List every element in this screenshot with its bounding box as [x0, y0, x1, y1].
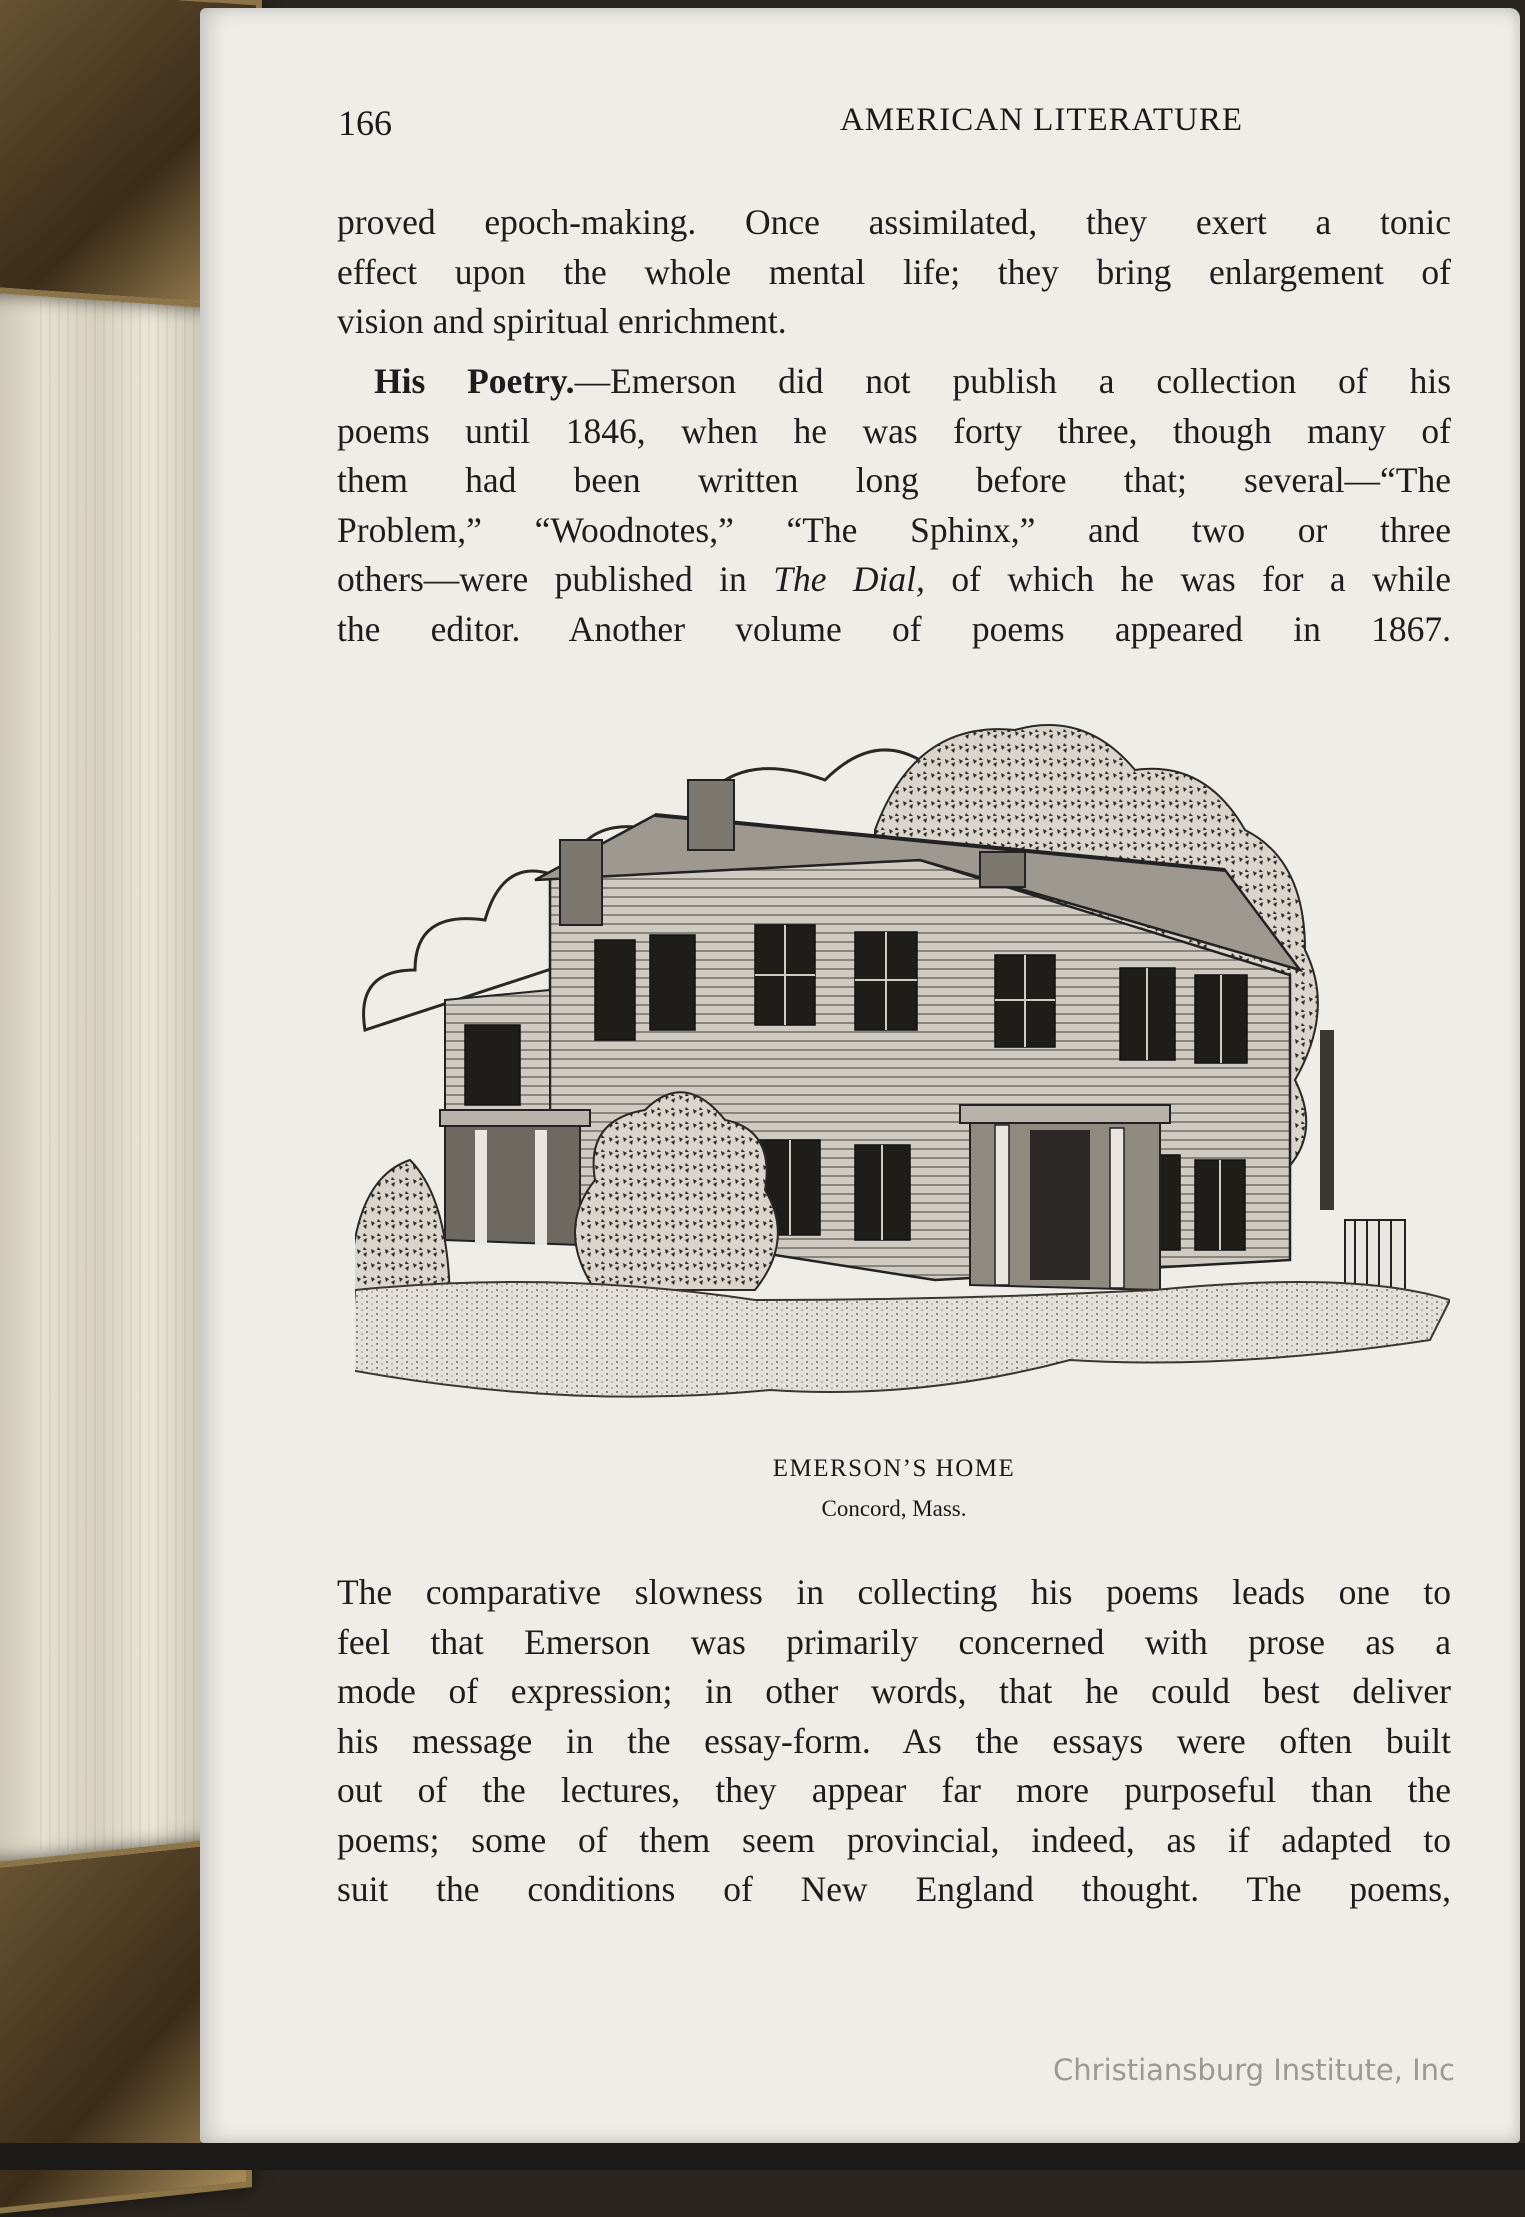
page-header — [338, 102, 1448, 152]
figure-caption-subtitle: Concord, Mass. — [821, 1496, 967, 1521]
text-line: The comparative slowness in collecting his poems leads one to — [337, 1572, 1451, 1612]
section-heading: His Poetry. — [374, 361, 575, 401]
text-line: poems until 1846, when he was forty three, though many of — [337, 410, 1451, 451]
text-fragment: —Emerson did not publish a collection of his — [574, 361, 1451, 401]
text-line — [337, 357, 1451, 407]
text-line: them had been written long before that; several—“The — [337, 460, 1451, 500]
background-strip — [0, 2143, 1525, 2170]
text-fragment: others—were published in — [337, 559, 774, 599]
text-line: out of the lectures, they appear far more purposeful than the — [337, 1770, 1451, 1810]
text-line: the editor. Another volume of poems appeared in 1867. — [337, 608, 1451, 649]
text-line: vision and spiritual enrichment. — [337, 301, 787, 341]
text-line: effect upon the whole mental life; they bring enlargement of — [337, 251, 1451, 292]
paragraph-1 — [337, 198, 1451, 347]
paragraph-3 — [337, 1568, 1451, 1915]
text-line: his message in the essay-form. As the essays were often built — [337, 1720, 1451, 1761]
text-line: mode of expression; in other words, that he could best deliver — [337, 1671, 1451, 1711]
watermark-text: Christiansburg Institute, Inc — [1053, 2053, 1455, 2087]
page-number: 166 — [338, 103, 392, 143]
text-line: Problem,” “Woodnotes,” “The Sphinx,” and two or three — [337, 509, 1451, 550]
text-line: suit the conditions of New England thought. The poems, — [337, 1869, 1451, 1909]
house-illustration — [355, 700, 1450, 1420]
text-fragment: of which he was for a while — [924, 559, 1451, 599]
italic-title: The Dial, — [773, 559, 925, 599]
paragraph-his-poetry — [337, 357, 1451, 654]
text-line — [337, 555, 1451, 605]
page-edge-lines — [40, 300, 200, 1850]
text-line: poems; some of them seem provincial, indeed, as if adapted to — [337, 1819, 1451, 1860]
text-line: feel that Emerson was primarily concerned with prose as a — [337, 1621, 1451, 1662]
running-title: AMERICAN LITERATURE — [839, 102, 1243, 138]
figure-caption-title: EMERSON’S HOME — [772, 1455, 1016, 1482]
text-line: proved epoch-making. Once assimilated, they exert a tonic — [337, 202, 1451, 242]
